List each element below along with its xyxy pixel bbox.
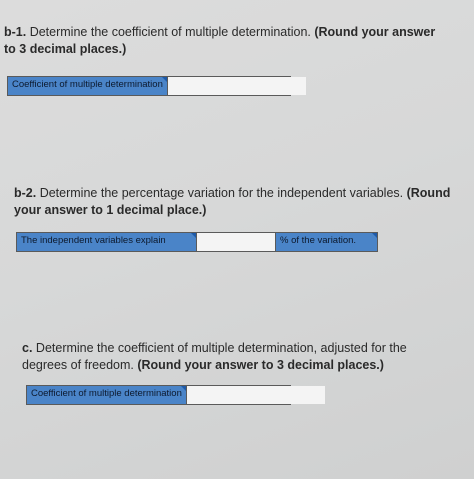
question-b2: [14, 185, 454, 219]
answer-label-c: Coefficient of multiple determination: [27, 386, 186, 404]
answer-label-b2: The independent variables explain: [17, 233, 196, 251]
question-b1-instruction: (Round your answer to 3 decimal places.): [4, 25, 436, 56]
question-c-prefix: c.: [22, 341, 33, 355]
answer-row-b2: [16, 232, 378, 252]
answer-row-c: [26, 385, 291, 405]
answer-input-b2[interactable]: [196, 233, 276, 251]
question-b2-instruction: (Round your answer to 1 decimal place.): [14, 186, 451, 217]
answer-input-b1[interactable]: [167, 77, 306, 95]
question-c: [22, 340, 442, 374]
question-b1-prefix: b-1.: [4, 25, 27, 39]
answer-label-b1: Coefficient of multiple determination: [8, 77, 167, 95]
question-c-text: Determine the coefficient of multiple determination, adjusted for the degrees of freedom.: [22, 341, 407, 372]
question-b1: [4, 24, 444, 58]
question-c-instruction: (Round your answer to 3 decimal places.): [137, 358, 384, 372]
answer-row-b1: [7, 76, 291, 96]
answer-suffix-b2: % of the variation.: [276, 233, 377, 251]
answer-input-c[interactable]: [186, 386, 325, 404]
question-b2-text: Determine the percentage variation for the independent variables.: [36, 186, 407, 200]
question-b2-prefix: b-2.: [14, 186, 37, 200]
question-b1-text: Determine the coefficient of multiple determination.: [26, 25, 315, 39]
